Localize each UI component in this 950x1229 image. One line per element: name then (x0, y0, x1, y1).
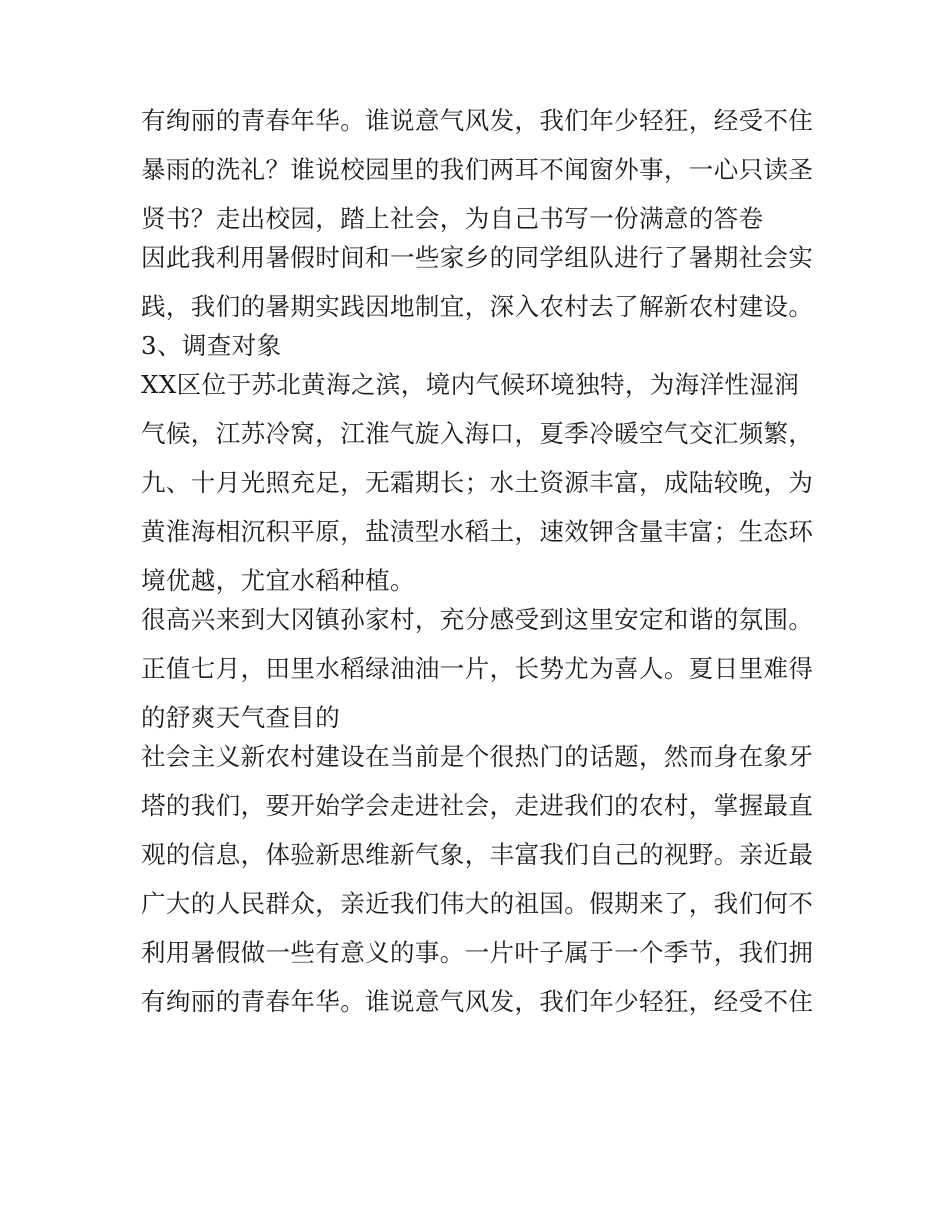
text-line-1: 有绚丽的青春年华。谁说意气风发，我们年少轻狂，经受不住 (141, 106, 814, 135)
text-line-11: 境优越，尤宜水稻种植。 (141, 566, 415, 595)
document-body (141, 105, 821, 1018)
text-line-15: 社会主义新农村建设在当前是个很热门的话题，然而身在象牙 (141, 742, 814, 771)
text-line-5: 践，我们的暑期实践因地制宜，深入农村去了解新农村建设。 (141, 292, 814, 321)
text-line-20: 有绚丽的青春年华。谁说意气风发，我们年少轻狂，经受不住 (141, 987, 814, 1016)
text-line-18: 广大的人民群众，亲近我们伟大的祖国。假期来了，我们何不 (141, 889, 814, 918)
text-line-16: 塔的我们，要开始学会走进社会，走进我们的农村，掌握最直 (141, 791, 814, 820)
text-line-17: 观的信息，体验新思维新气象，丰富我们自己的视野。亲近最 (141, 840, 814, 869)
text-line-14: 的舒爽天气查目的 (141, 703, 341, 732)
text-line-10: 黄淮海相沉积平原，盐渍型水稻土，速效钾含量丰富；生态环 (141, 517, 814, 546)
text-line-8: 气候，江苏冷窝，江淮气旋入海口，夏季冷暖空气交汇频繁， (141, 419, 814, 448)
text-line-19: 利用暑假做一些有意义的事。一片叶子属于一个季节，我们拥 (141, 938, 814, 967)
section-heading: 3、调查对象 (141, 331, 282, 360)
text-line-3: 贤书？走出校园，踏上社会，为自己书写一份满意的答卷 (141, 204, 764, 233)
text-line-9: 九、十月光照充足，无霜期长；水土资源丰富，成陆较晚，为 (141, 468, 814, 497)
text-line-7: XX区位于苏北黄海之滨，境内气候环境独特，为海洋性湿润 (141, 370, 800, 399)
text-line-12: 很高兴来到大冈镇孙家村，充分感受到这里安定和谐的氛围。 (141, 605, 814, 634)
text-line-2: 暴雨的洗礼？谁说校园里的我们两耳不闻窗外事，一心只读圣 (141, 155, 814, 184)
text-line-4: 因此我利用暑假时间和一些家乡的同学组队进行了暑期社会实 (141, 243, 814, 272)
text-line-13: 正值七月，田里水稻绿油油一片，长势尤为喜人。夏日里难得 (141, 654, 814, 683)
